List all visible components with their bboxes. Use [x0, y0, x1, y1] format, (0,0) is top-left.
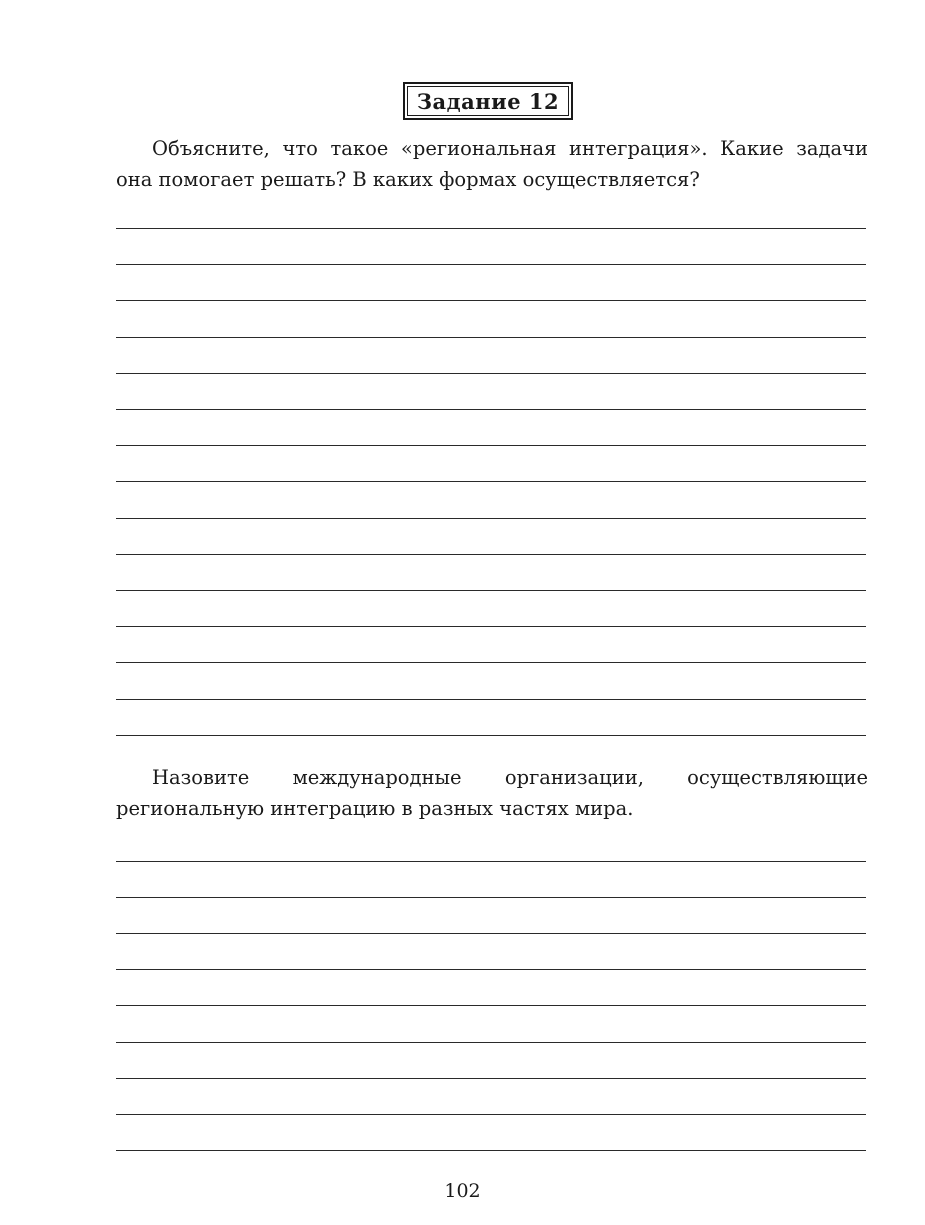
answer-line[interactable] — [116, 554, 866, 555]
answer-line[interactable] — [116, 337, 866, 338]
answer-line[interactable] — [116, 969, 866, 970]
answer-line[interactable] — [116, 590, 866, 591]
answer-line[interactable] — [116, 735, 866, 736]
answer-line[interactable] — [116, 445, 866, 446]
answer-line[interactable] — [116, 626, 866, 627]
answer-lines-1 — [116, 228, 866, 771]
answer-line[interactable] — [116, 1150, 866, 1151]
answer-line[interactable] — [116, 300, 866, 301]
answer-line[interactable] — [116, 933, 866, 934]
answer-line[interactable] — [116, 228, 866, 229]
answer-line[interactable] — [116, 518, 866, 519]
question-2-text: Назовите международные организации, осуществляющие региональную интеграцию в разных частях мира. — [116, 766, 868, 820]
question-1-text: Объясните, что такое «региональная интеграция». Какие задачи она помогает решать? В каких формах осуществляется? — [116, 137, 868, 191]
answer-line[interactable] — [116, 1078, 866, 1079]
answer-line[interactable] — [116, 897, 866, 898]
answer-line[interactable] — [116, 1042, 866, 1043]
answer-line[interactable] — [116, 481, 866, 482]
answer-line[interactable] — [116, 662, 866, 663]
task-title: Задание 12 — [403, 82, 573, 120]
answer-line[interactable] — [116, 1005, 866, 1006]
answer-line[interactable] — [116, 699, 866, 700]
answer-line[interactable] — [116, 409, 866, 410]
answer-line[interactable] — [116, 373, 866, 374]
answer-line[interactable] — [116, 264, 866, 265]
page-number: 102 — [444, 1180, 481, 1202]
answer-lines-2 — [116, 861, 866, 1186]
answer-line[interactable] — [116, 1114, 866, 1115]
answer-line[interactable] — [116, 861, 866, 862]
